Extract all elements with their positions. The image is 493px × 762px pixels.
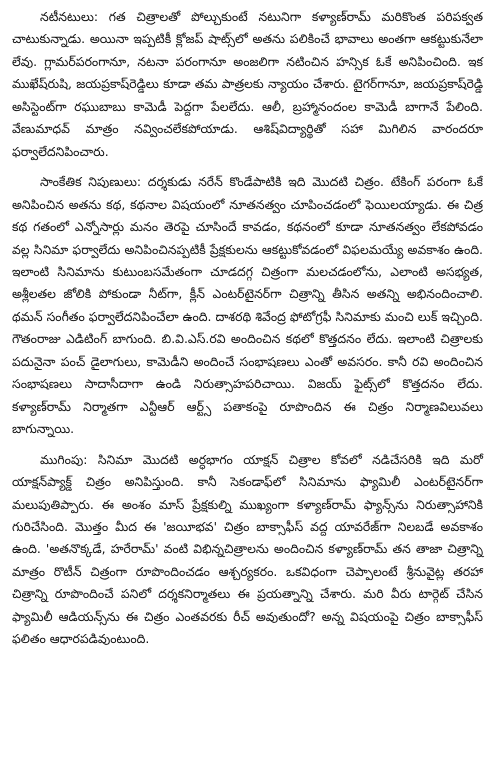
paragraph-cast-performance: నటీనటులు: గత చిత్రాలతో పోల్చుకుంటే నటునిగా కళ్యాణ్‌రామ్ మరికొంత పరిపక్వత చాటుకున్నాడు. అయినా ఇప్పటికీ క్లోజప్ షాట్స్‌లో అతను పలికించే భావాలు అంతగా ఆకట్టుకునేలా లేవు. గ్లామర్‌పరంగానూ, నటనా పరంగానూ అంజలిగా నటించిన హన్సిక ఓకే అనిపించింది. ఇక ముఖేష్‌రుషి, జయప్రకాష్‌రెడ్డిలు కూడా తమ పాత్రలకు న్యాయం చేశారు. టైగర్‌గానూ, జయప్రకాష్‌రెడ్డి అసిస్టెంట్‌గా రఘుబాబు కామెడీ పెద్దగా పేలలేదు. ఆలీ, బ్రహ్మానందంల కామెడీ బాగానే పేలింది. వేణుమాధవ్ మాత్రం నవ్వించలేకపోయాడు. ఆశిష్‌విద్యార్థితో సహా మిగిలిన వారందరూ ఫర్వాలేదనిపించారు. [12, 9, 483, 159]
paragraph-technical-crew: సాంకేతిక నిపుణులు: దర్శకుడు నరేన్ కొండేపాటికి ఇది మొదటి చిత్రం. టేకింగ్ పరంగా ఓకే అనిపించిన అతను కథ, కథనాల విషయంలో నూతనత్వం చూపించడంలో ఫెయిలయ్యాడు. ఈ చిత్ర కథ గతంలో ఎన్నోసార్లు మనం తెరపై చూసిందే కావడం, కథనంలో కూడా నూతనత్వం లేకపోవడం వల్ల సినిమా ఫర్వాలేదు అనిపించినప్పటికీ ప్రేక్షకులను ఆకట్టుకోవడంలో విఫలమయ్యే అవకాశం ఉంది. ఇలాంటి సినిమాను కుటుంబసమేతంగా చూడదగ్గ చిత్రంగా మలచడంలోను, ఎలాంటి అసభ్యత, అశ్లీలతల జోలికి పోకుండా నీట్‌గా, క్లీన్ ఎంటర్‌టైనర్‌గా చిత్రాన్ని తీసిన అతన్ని అభినందించాలి. థమన్ సంగీతం ఫర్వాలేదనిపించేలా ఉంది. దాశరథి శివేంద్ర ఫోటోగ్రఫీ సినిమాకు మంచి లుక్ ఇచ్చింది. గౌతంరాజు ఎడిటింగ్ బాగుంది. బి.వి.ఎస్.రవి అందించిన కథలో కొత్తదనం లేదు. ఇలాంటి చిత్రాలకు పదునైనా పంచ్ డైలాగులు, కామెడీని అందించే సంభాషణలు ఎంతో అవసరం. కానీ రవి అందించిన సంభాషణలు సాదాసీదాగా ఉండి నిరుత్సాహపరిచాయి. విజయ్ ఫైట్స్‌లో కొత్తదనం లేదు. కళ్యాణ్‌రామ్ నిర్మాతగా ఎన్టీఆర్ ఆర్ట్స్ పతాకంపై రూపొందిన ఈ చిత్రం నిర్మాణవిలువలు బాగున్నాయి. [12, 174, 483, 437]
paragraph-conclusion: ముగింపు: సినిమా మొదటి అర్ధభాగం యాక్షన్ చిత్రాల కోవలో నడిచేసరికి ఇది మరో యాక్షన్‌ప్యాక్డ్ చిత్రం అనిపిస్తుంది. కానీ సెకండాఫ్‌లో సినిమాను ఫ్యామిలీ ఎంటర్‌టైనర్‌గా మలుపుతిప్పారు. ఈ అంశం మాస్ ప్రేక్షకుల్ని ముఖ్యంగా కళ్యాణ్‌రామ్ ఫ్యాన్స్‌ను నిరుత్సాహానికి గురిచేసింది. మొత్తం మీద ఈ 'జయీభవ' చిత్రం బాక్సాఫీస్ వద్ద యావరేజ్‌గా నిలబడే అవకాశం ఉంది. 'అతనొక్కడే, హరేరామ్' వంటి విభిన్నచిత్రాలను అందించిన కళ్యాణ్‌రామ్ తన తాజా చిత్రాన్ని మాత్రం రొటీన్ చిత్రంగా రూపొందించడం ఆశ్చర్యకరం. ఒకవిధంగా చెప్పాలంటే శ్రీనువైట్ల తరహా చిత్రాన్ని రూపొందించే పనిలో దర్శకనిర్మాతలు ఈ ప్రయత్నాన్ని చేశారు. మరి వీరు టార్గెట్ చేసిన ఫ్యామిలీ ఆడియన్స్‌ను ఈ చిత్రం ఎంతవరకు రీచ్ అవుతుందో? అన్న విషయంపై చిత్రం బాక్సాఫీస్ ఫలితం ఆధారపడివుంటుంది. [12, 451, 483, 647]
